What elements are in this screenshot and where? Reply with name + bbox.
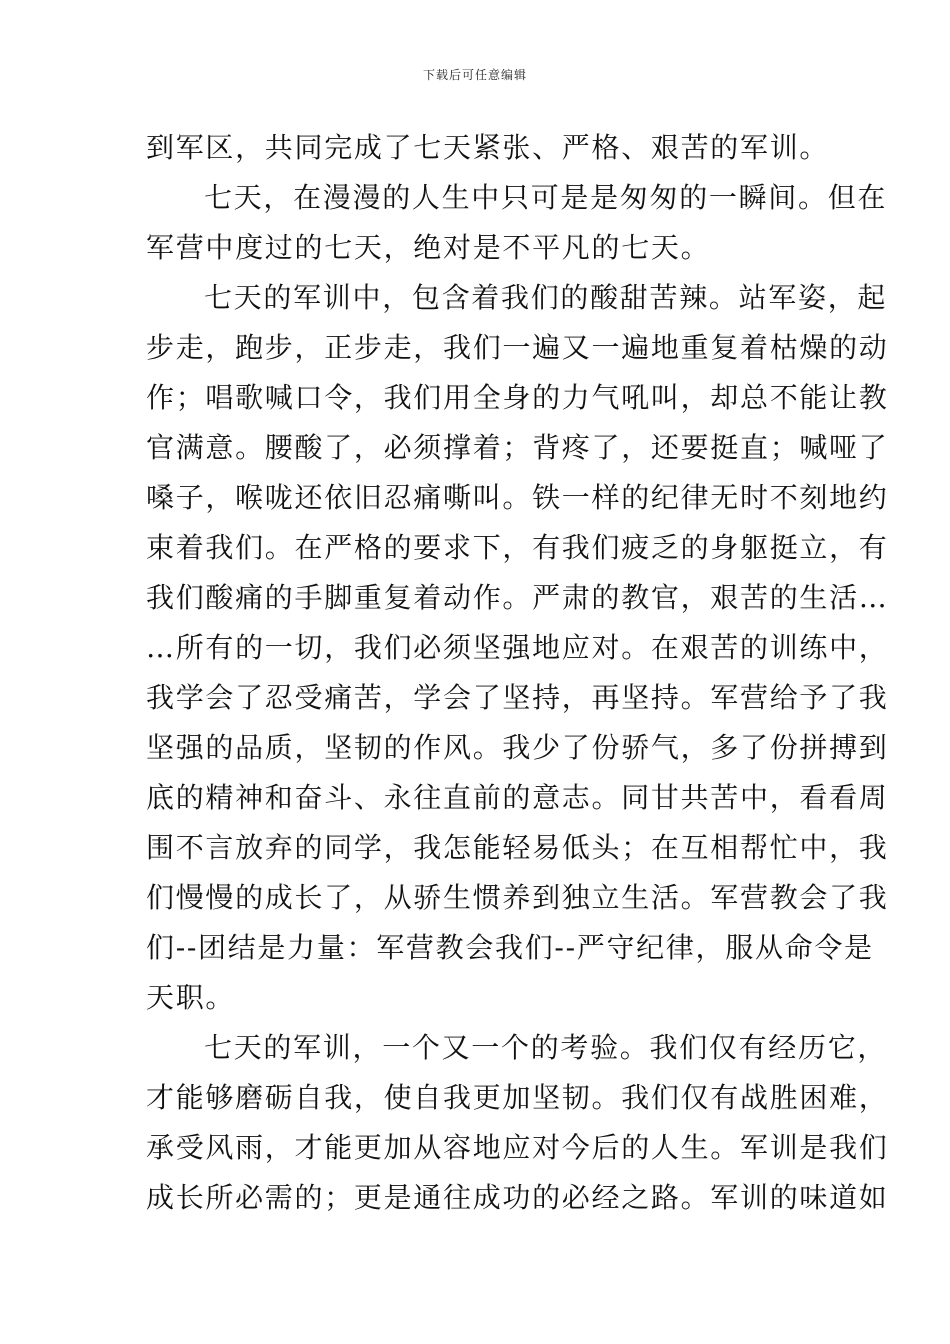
paragraph-start-line: 七天的军训，一个又一个的考验。我们仅有经历它，	[204, 1031, 888, 1064]
text-line: 才能够磨砺自我，使自我更加坚韧。我们仅有战胜困难，	[146, 1081, 889, 1114]
text-line: …所有的一切，我们必须坚强地应对。在艰苦的训练中，	[146, 631, 889, 664]
text-line: 军营中度过的七天，绝对是不平凡的七天。	[146, 231, 711, 264]
text-line: 成长所必需的；更是通往成功的必经之路。军训的味道如	[146, 1181, 889, 1214]
text-line: 承受风雨，才能更加从容地应对今后的人生。军训是我们	[146, 1131, 889, 1164]
text-line: 官满意。腰酸了，必须撑着；背疼了，还要挺直；喊哑了	[146, 431, 889, 464]
text-line: 步走，跑步，正步走，我们一遍又一遍地重复着枯燥的动	[146, 331, 889, 364]
text-line: 我们酸痛的手脚重复着动作。严肃的教官，艰苦的生活…	[146, 581, 889, 614]
text-line: 作；唱歌喊口令，我们用全身的力气吼叫，却总不能让教	[146, 381, 889, 414]
header-note: 下载后可任意编辑	[422, 68, 527, 82]
text-line: 坚强的品质，坚韧的作风。我少了份骄气，多了份拼搏到	[146, 731, 889, 764]
paragraph-start-line: 七天的军训中，包含着我们的酸甜苦辣。站军姿，起	[204, 281, 888, 314]
text-line: 到军区，共同完成了七天紧张、严格、艰苦的军训。	[146, 131, 830, 164]
text-line: 我学会了忍受痛苦，学会了坚持，再坚持。军营给予了我	[146, 681, 889, 714]
text-line: 底的精神和奋斗、永往直前的意志。同甘共苦中，看看周	[146, 781, 889, 814]
text-line: 嗓子，喉咙还依旧忍痛嘶叫。铁一样的纪律无时不刻地约	[146, 481, 889, 514]
text-line: 们--团结是力量：军营教会我们--严守纪律，服从命令是	[146, 931, 874, 964]
text-line: 围不言放弃的同学，我怎能轻易低头；在互相帮忙中，我	[146, 831, 889, 864]
text-line: 束着我们。在严格的要求下，有我们疲乏的身躯挺立，有	[146, 531, 889, 564]
text-line: 们慢慢的成长了，从骄生惯养到独立生活。军营教会了我	[146, 881, 889, 914]
body-text	[146, 123, 889, 1223]
paragraph-start-line: 七天，在漫漫的人生中只可是是匆匆的一瞬间。但在	[204, 181, 888, 214]
text-line: 天职。	[146, 981, 236, 1014]
